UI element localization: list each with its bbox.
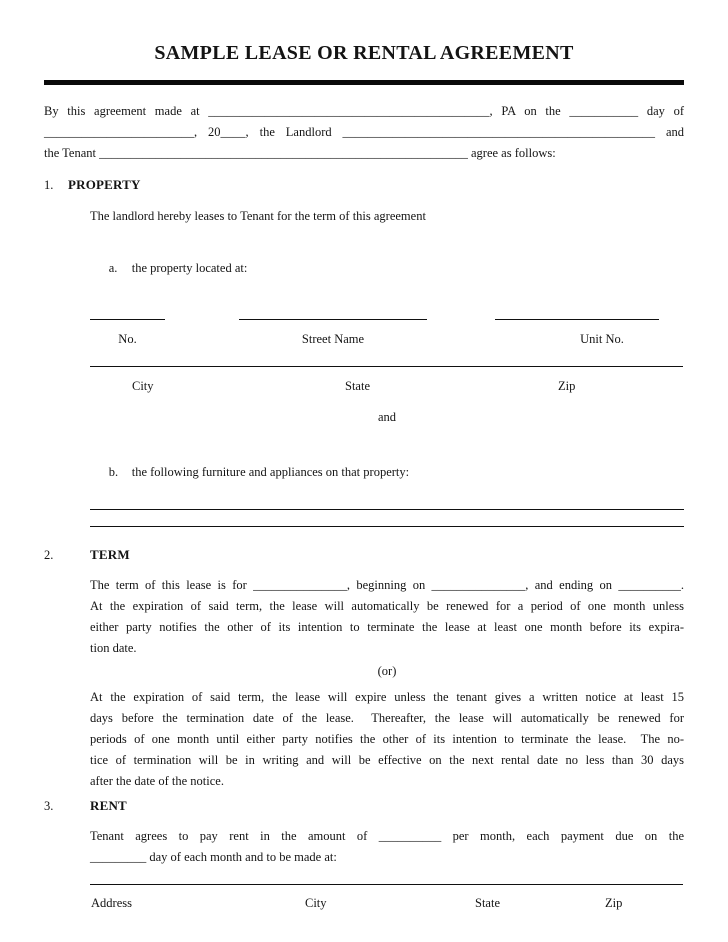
rent-state-label: State (475, 896, 500, 910)
item-a-text: the property located at: (131, 261, 248, 275)
item-b-text: the following furniture and appliances on that property: (131, 465, 410, 479)
street-name-field-line (239, 319, 427, 320)
title-divider-rule (44, 80, 684, 85)
house-number-field-line (90, 319, 165, 320)
house-number-label: No. (118, 332, 137, 346)
or-separator: (or) (377, 664, 397, 678)
unit-number-field-line (495, 319, 659, 320)
document-title: SAMPLE LEASE OR RENTAL AGREEMENT (154, 42, 574, 64)
term-p1-line-4: tion date. (90, 641, 137, 655)
rent-line-1: Tenant agrees to pay rent in the amount of __________ per month, each payment due on the (90, 829, 684, 843)
term-p2-line-2: days before the termination date of the lease. Thereafter, the lease will automatically be renewed for (90, 711, 684, 725)
term-p2-line-4: tice of termination will be in writing and will be effective on the next rental date no less than 30 days (90, 753, 684, 767)
term-p1-line-3: either party notifies the other of its intention to terminate the lease at least one month before its expira- (90, 620, 684, 634)
property-item-b (90, 441, 684, 504)
section-2-number: 2. (44, 548, 54, 562)
section-3-number: 3. (44, 799, 54, 813)
rent-line-2: _________ day of each month and to be made at: (90, 850, 337, 864)
term-paragraph-1 (90, 575, 684, 659)
state-label: State (345, 379, 370, 393)
section-1-title: PROPERTY (68, 177, 141, 192)
term-paragraph-2 (90, 687, 684, 792)
property-address-row-1 (44, 319, 684, 363)
rent-address-row (44, 881, 684, 925)
city-state-zip-field-line (90, 366, 683, 367)
section-3-heading (44, 795, 684, 817)
city-label: City (132, 379, 154, 393)
section-1-number: 1. (44, 178, 54, 192)
term-p2-line-3: periods of one month until either party notifies the other of its intention to terminate the lease. The no- (90, 732, 684, 746)
item-a-marker: a. (108, 261, 118, 275)
term-p1-line-1: The term of this lease is for _______________, beginning on _______________, and ending on __________. (90, 578, 684, 592)
property-lead-text: The landlord hereby leases to Tenant for the term of this agreement (90, 209, 426, 223)
section-3-title: RENT (90, 798, 127, 813)
rent-address-label: Address (91, 896, 132, 910)
section-2-heading (44, 544, 684, 566)
and-conjunction: and (377, 410, 397, 424)
section-1-heading (44, 174, 684, 196)
street-name-label: Street Name (301, 332, 365, 346)
term-p2-line-1: At the expiration of said term, the lease will expire unless the tenant gives a written notice at least 15 (90, 690, 684, 704)
item-b-marker: b. (108, 465, 119, 479)
unit-number-label: Unit No. (580, 332, 624, 346)
rent-address-field-line (90, 884, 683, 885)
section-2-title: TERM (90, 547, 130, 562)
furniture-list-line-2 (90, 510, 684, 527)
intro-line-1: By this agreement made at _____________________________________________, PA on the ___________ day of (44, 104, 684, 118)
rent-city-label: City (305, 896, 327, 910)
intro-line-3: the Tenant ___________________________________________________________ agree as follows: (44, 146, 556, 160)
rent-paragraph (90, 826, 684, 868)
property-address-row-2 (44, 363, 684, 407)
term-p2-line-5: after the date of the notice. (90, 774, 224, 788)
property-item-a (90, 237, 684, 300)
rent-zip-label: Zip (605, 896, 623, 910)
intro-paragraph (44, 101, 684, 164)
intro-line-2: ________________________, 20____, the Landlord __________________________________________________ and (44, 125, 684, 139)
zip-label: Zip (558, 379, 576, 393)
term-p1-line-2: At the expiration of said term, the lease will automatically be renewed for a period of one month unless (90, 599, 684, 613)
